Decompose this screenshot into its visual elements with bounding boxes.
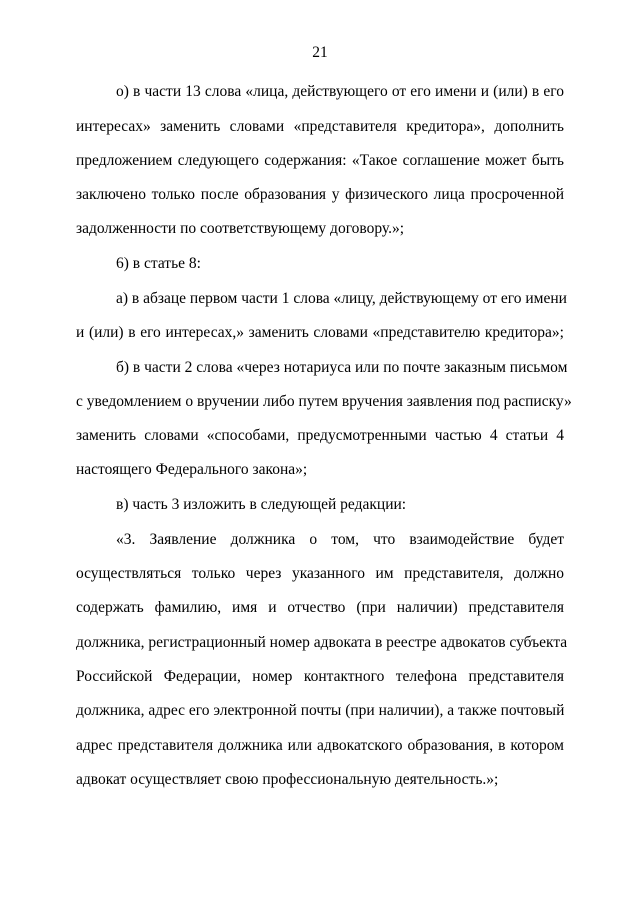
text-line: должника, регистрационный номер адвоката в реестре адвокатов субъекта [76, 634, 568, 651]
text-line: в) часть 3 изложить в следующей редакции: [116, 496, 407, 513]
text-line: 6) в статье 8: [116, 255, 201, 272]
text-line: «3. Заявление должника о том, что взаимодействие будет [116, 531, 564, 548]
page-number: 21 [312, 44, 328, 61]
text-line: заключено только после образования у физического лица просроченной [76, 186, 564, 203]
text-line: и (или) в его интересах,» заменить словами «представителю кредитора»; [76, 324, 564, 341]
text-line: адрес представителя должника или адвокатского образования, в котором [76, 737, 564, 754]
text-line: о) в части 13 слова «лица, действующего от его имени и (или) в его [116, 83, 564, 100]
text-line: а) в абзаце первом части 1 слова «лицу, действующему от его имени [116, 290, 567, 307]
text-line: Российской Федерации, номер контактного телефона представителя [76, 668, 564, 685]
text-line: настоящего Федерального закона»; [76, 461, 308, 478]
text-line: с уведомлением о вручении либо путем вручения заявления под расписку» [76, 393, 572, 410]
text-line: должника, адрес его электронной почты (при наличии), а также почтовый [76, 702, 565, 719]
text-line: содержать фамилию, имя и отчество (при наличии) представителя [76, 599, 564, 616]
text-line: задолженности по соответствующему договору.»; [76, 220, 405, 237]
text-line: адвокат осуществляет свою профессиональную деятельность.»; [76, 771, 499, 788]
text-line: осуществляться только через указанного им представителя, должно [76, 565, 564, 582]
text-line: интересах» заменить словами «представителя кредитора», дополнить [76, 118, 564, 135]
text-line: б) в части 2 слова «через нотариуса или по почте заказным письмом [116, 359, 568, 376]
text-line: заменить словами «способами, предусмотренными частью 4 статьи 4 [76, 427, 564, 444]
text-line: предложением следующего содержания: «Такое соглашение может быть [76, 152, 564, 169]
